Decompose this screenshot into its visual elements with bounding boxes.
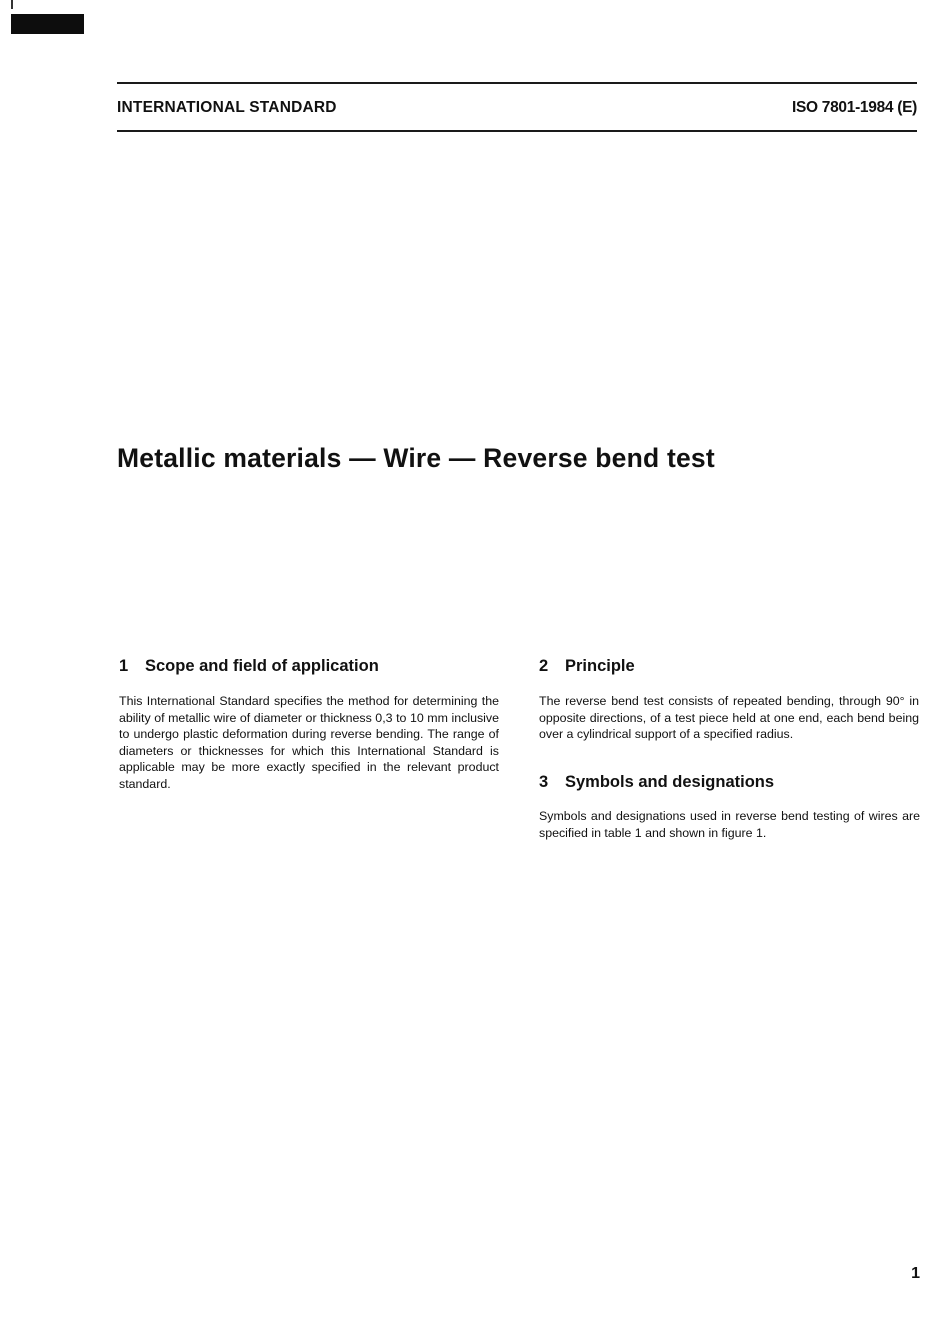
scan-mark — [11, 0, 13, 9]
section-3-paragraph: Symbols and designations used in reverse bend testing of wires are specified in table 1 and shown in figure 1. — [539, 809, 920, 840]
section-2-title: Principle — [565, 657, 635, 675]
section-1-paragraph: This International Standard specifies the method for determining the ability of metallic wire of diameter or thickness 0,3 to 10 mm inclusive to undergo plastic deformation during reverse bending. The range of diameters or thicknesses for which this International Standard is applicable may be more exactly specified in the relevant product standard. — [119, 694, 499, 791]
document-title: Metallic materials — Wire — Reverse bend test — [117, 443, 715, 473]
section-2-number: 2 — [539, 657, 549, 675]
document-type-label: INTERNATIONAL STANDARD — [117, 99, 337, 116]
section-3-body — [539, 808, 920, 841]
page-number: 1 — [911, 1265, 920, 1282]
black-corner-marker — [11, 14, 84, 34]
section-2-body — [539, 693, 919, 743]
section-2-heading — [539, 657, 635, 676]
section-3-number: 3 — [539, 773, 549, 791]
header-rule-top — [117, 82, 917, 84]
standard-reference: ISO 7801-1984 (E) — [791, 99, 917, 116]
section-1-number: 1 — [119, 657, 129, 675]
section-2-paragraph: The reverse bend test consists of repeated bending, through 90° in opposite directions, of a test piece held at one end, each bend being over a cylindrical support of a specified radius. — [539, 694, 919, 742]
section-1-title: Scope and field of application — [145, 657, 379, 675]
section-1-body — [119, 693, 499, 793]
header-rule-bottom — [117, 130, 917, 132]
section-3-heading — [539, 773, 774, 792]
section-3-title: Symbols and designations — [565, 773, 775, 791]
section-1-heading — [119, 657, 379, 676]
